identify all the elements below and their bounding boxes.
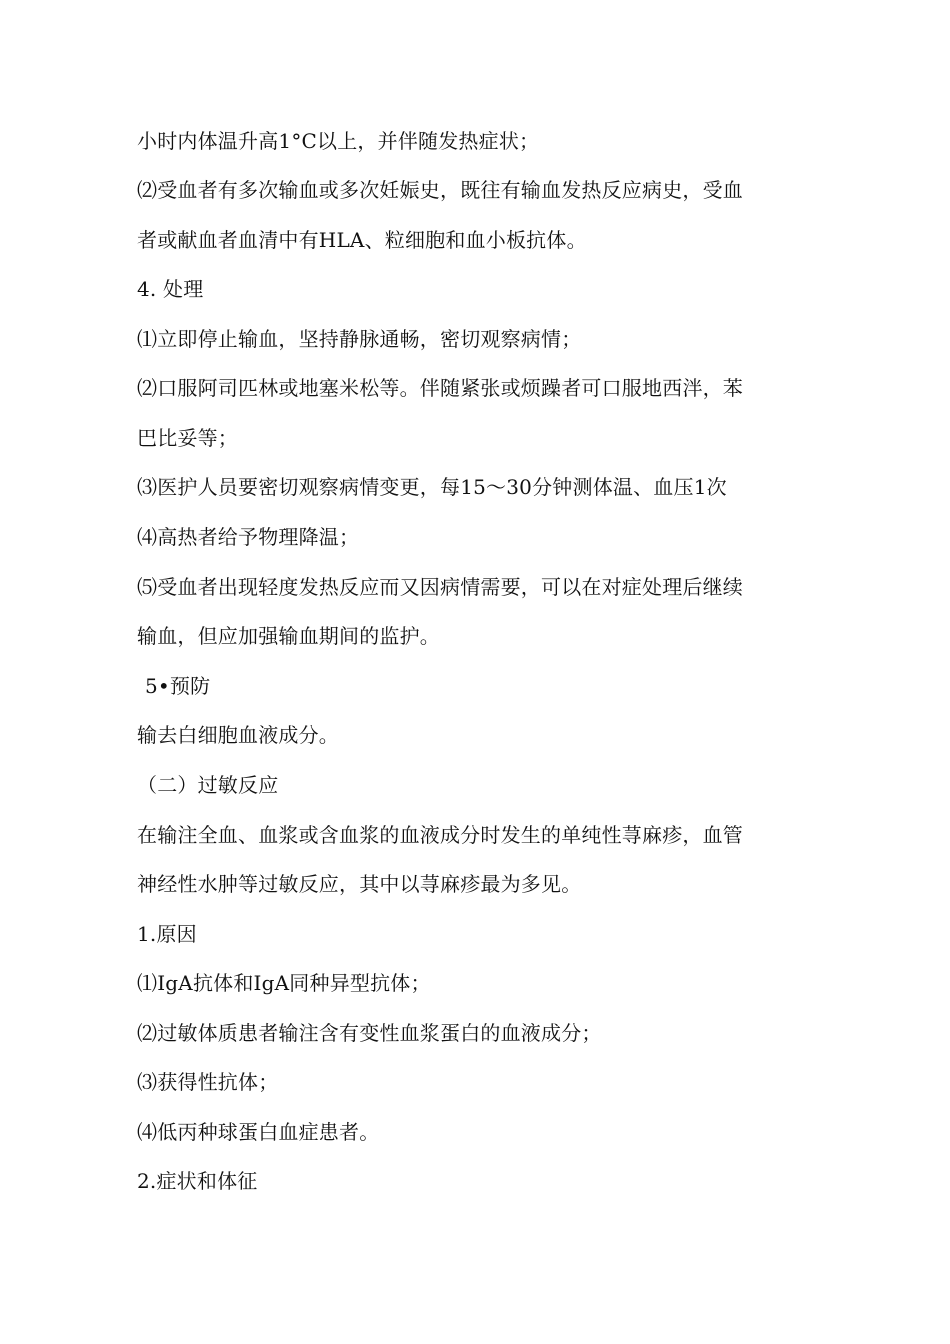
text-line-1: 小时内体温升高1°C以上，并伴随发热症状；	[137, 129, 540, 153]
text-line-8: ⑶医护人员要密切观察病情变更，每15〜30分钟测体温、血压1次	[137, 475, 727, 499]
text-line-3: 者或献血者血清中有HLA、粒细胞和血小板抗体。	[137, 228, 587, 252]
text-line-19: ⑵过敏体质患者输注含有变性血浆蛋白的血液成分；	[137, 1021, 602, 1045]
text-line-6: ⑵口服阿司匹林或地塞米松等。伴随紧张或烦躁者可口服地西泮，苯	[137, 376, 743, 400]
text-line-7: 巴比妥等；	[137, 426, 238, 450]
text-line-10: ⑸受血者出现轻度发热反应而又因病情需要，可以在对症处理后继续	[137, 575, 743, 599]
text-line-18: ⑴IgA抗体和IgA同种异型抗体；	[137, 971, 431, 995]
section-heading-prevention: 5•预防	[145, 674, 211, 698]
section-heading-treatment: 4. 处理	[137, 277, 204, 301]
section-heading-cause: 1.原因	[137, 922, 197, 946]
text-line-11: 输血，但应加强输血期间的监护。	[137, 624, 440, 648]
text-line-5: ⑴立即停止输血，坚持静脉通畅，密切观察病情；	[137, 327, 582, 351]
text-line-15: 在输注全血、血浆或含血浆的血液成分时发生的单纯性荨麻疹，血管	[137, 823, 743, 847]
text-line-2: ⑵受血者有多次输血或多次妊娠史，既往有输血发热反应病史，受血	[137, 178, 743, 202]
text-line-9: ⑷高热者给予物理降温；	[137, 525, 360, 549]
text-line-13: 输去白细胞血液成分。	[137, 723, 339, 747]
text-line-20: ⑶获得性抗体；	[137, 1070, 279, 1094]
text-line-16: 神经性水肿等过敏反应，其中以荨麻疹最为多见。	[137, 872, 582, 896]
text-line-21: ⑷低丙种球蛋白血症患者。	[137, 1120, 380, 1144]
section-heading-allergic-reaction: （二）过敏反应	[137, 773, 279, 797]
section-heading-symptoms: 2.症状和体征	[137, 1169, 258, 1193]
